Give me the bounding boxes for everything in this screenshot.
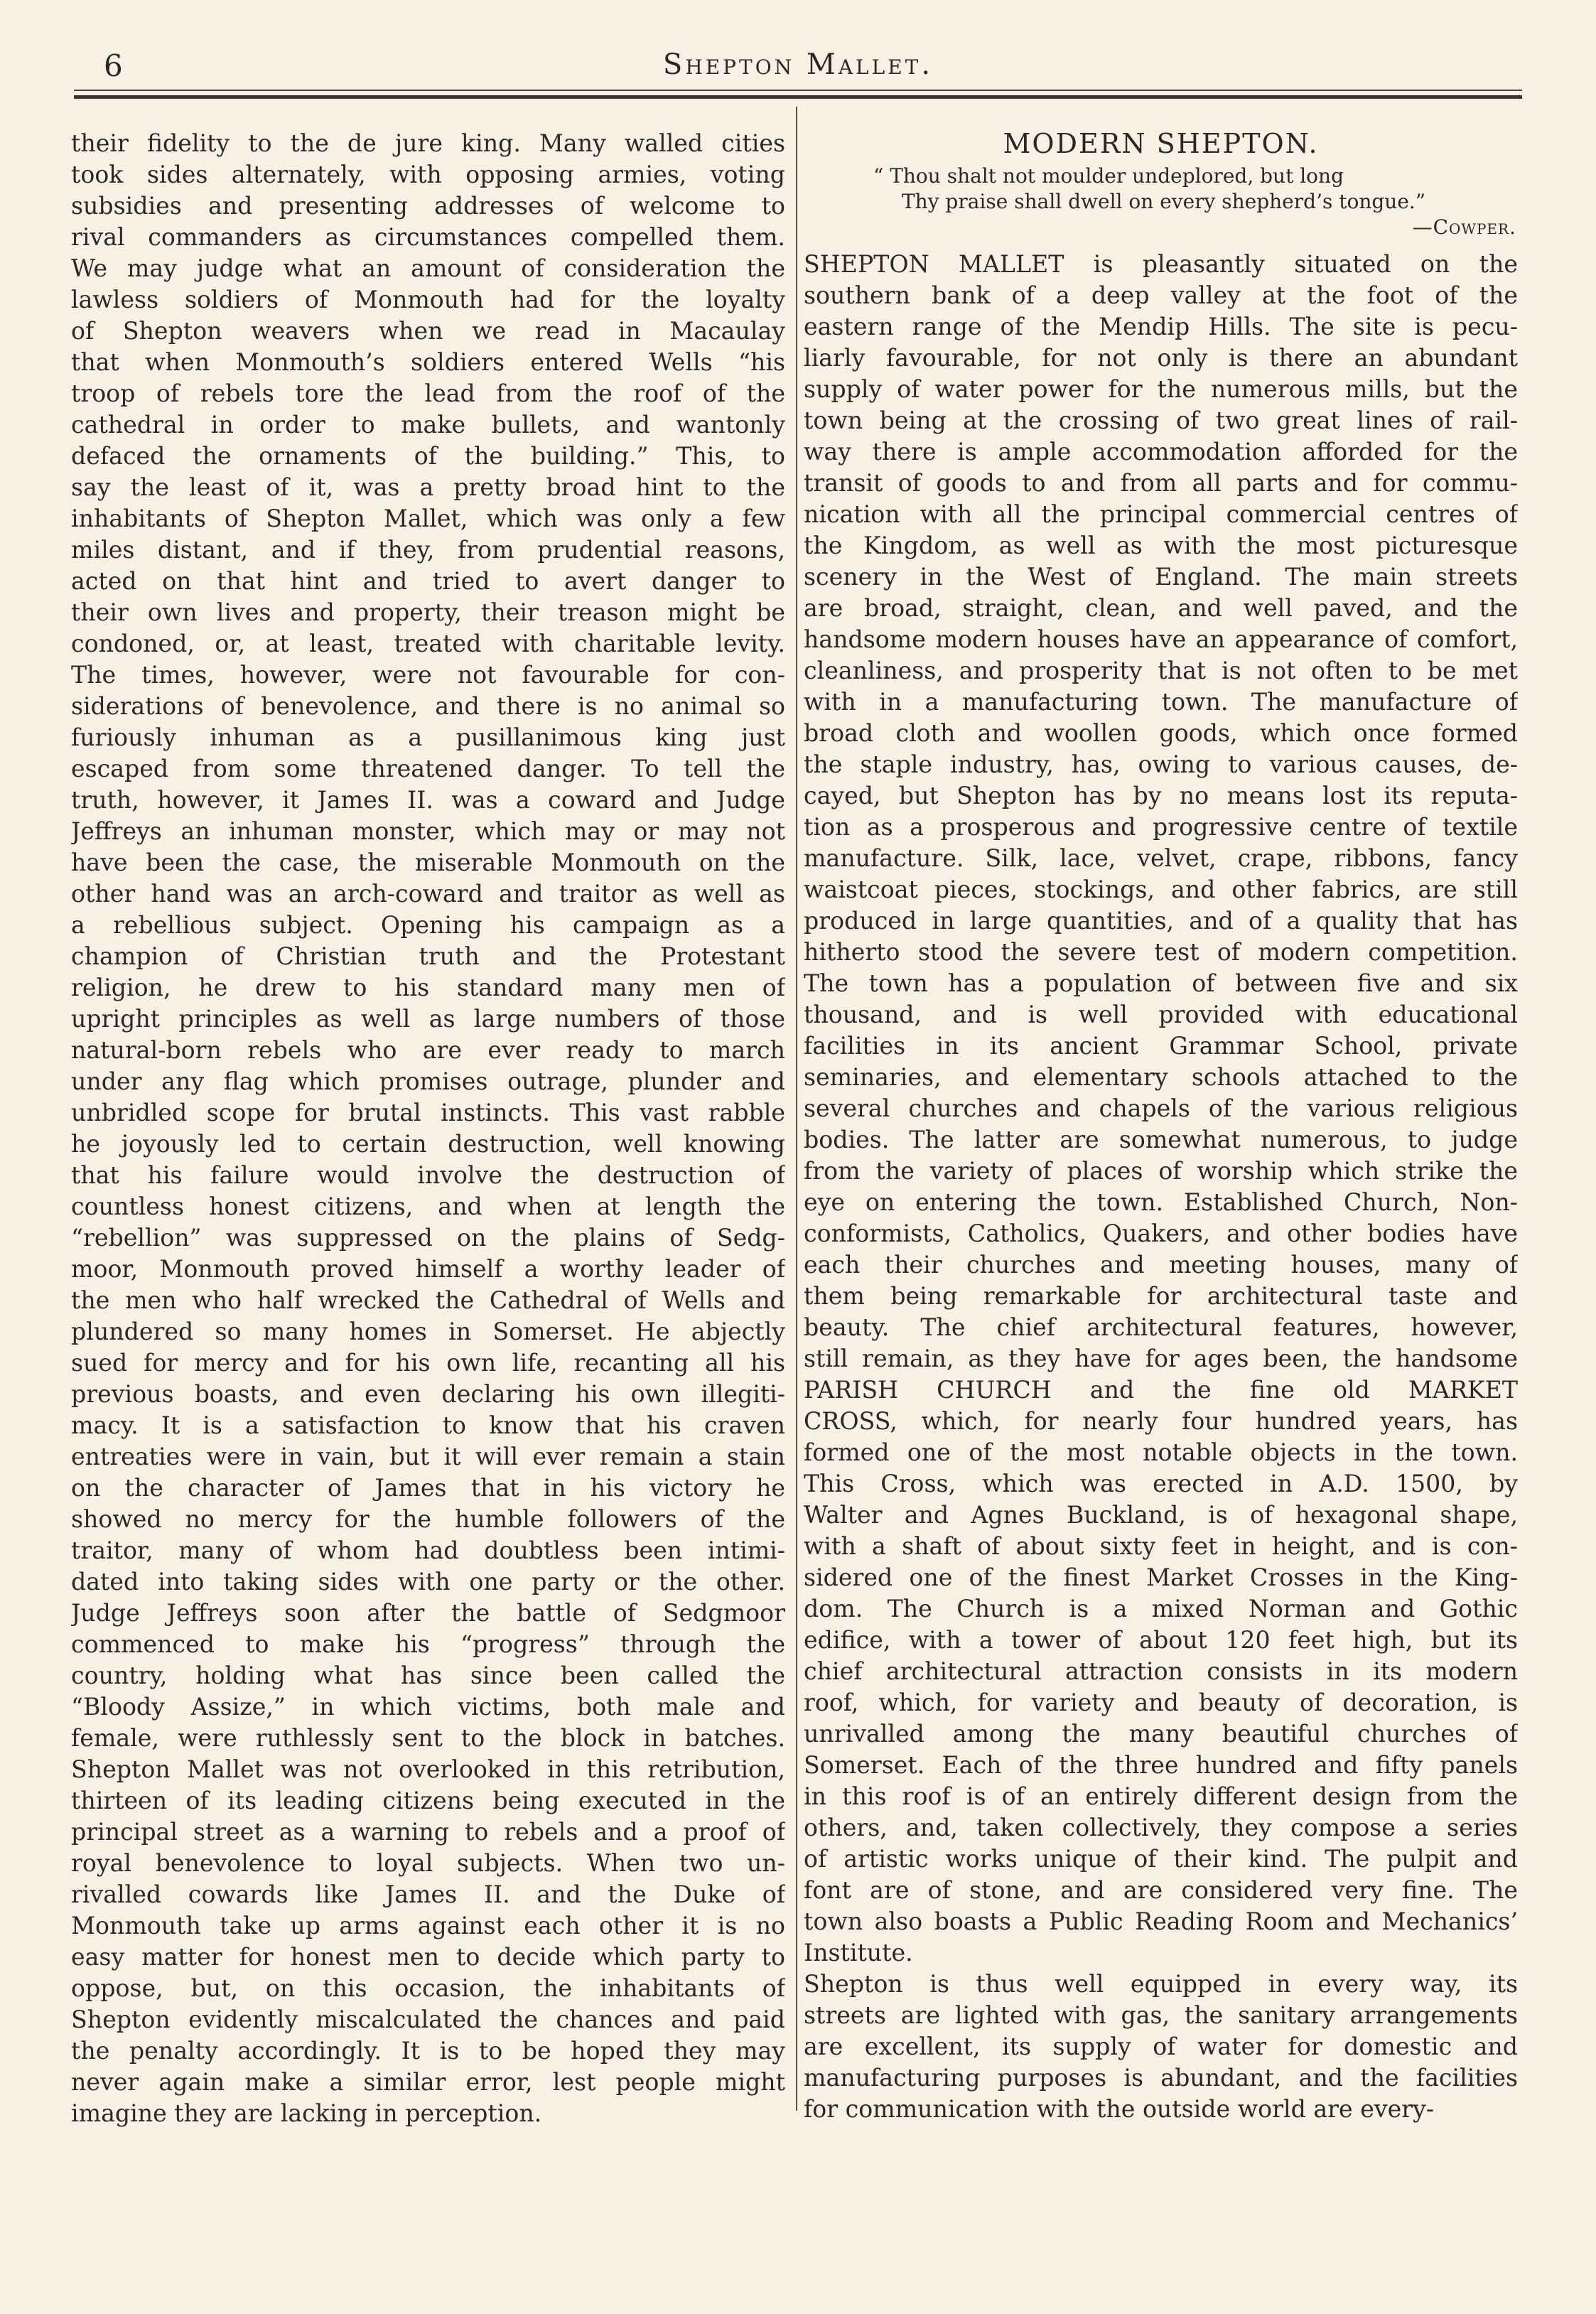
text-line: font are of stone, and are considered very fine. The — [804, 1876, 1518, 1904]
text-line: that his failure would involve the destruction of — [71, 1161, 785, 1189]
text-line: handsome modern houses have an appearance of comfort, — [804, 625, 1518, 653]
text-line: Walter and Agnes Buckland, is of hexagonal shape, — [804, 1501, 1518, 1529]
text-line: “rebellion” was suppressed on the plains of Sedg- — [71, 1224, 785, 1252]
text-line: This Cross, which was erected in A.D. 1500, by — [804, 1470, 1518, 1497]
text-line: unrivalled among the many beautiful churches of — [804, 1720, 1518, 1748]
text-line: subsidies and presenting addresses of welcome to — [71, 192, 785, 220]
text-line: escaped from some threatened danger. To tell the — [71, 755, 785, 782]
header-rule-thin — [74, 90, 1522, 91]
text-line: oppose, but, on this occasion, the inhabitants of — [71, 1974, 785, 2002]
text-line: entreaties were in vain, but it will ever remain a stain — [71, 1443, 785, 1470]
text-line: the staple industry, has, owing to various causes, de- — [804, 750, 1518, 778]
text-line: cleanliness, and prosperity that is not often to be met — [804, 657, 1518, 684]
text-line: the men who half wrecked the Cathedral of Wells and — [71, 1286, 785, 1314]
text-line: broad cloth and woollen goods, which once formed — [804, 719, 1518, 747]
text-line: for communication with the outside world are every- — [804, 2095, 1435, 2123]
text-line: plundered so many homes in Somerset. He abjectly — [71, 1318, 785, 1345]
text-line: under any flag which promises outrage, plunder and — [71, 1067, 785, 1095]
text-line: SHEPTON MALLET is pleasantly situated on the — [804, 250, 1518, 278]
text-line: moor, Monmouth proved himself a worthy leader of — [71, 1255, 785, 1283]
text-line: acted on that hint and tried to avert danger to — [71, 567, 785, 595]
text-line: natural-born rebels who are ever ready to march — [71, 1036, 785, 1064]
text-line: edifice, with a tower of about 120 feet high, but its — [804, 1626, 1518, 1654]
text-line: southern bank of a deep valley at the foot of the — [804, 281, 1518, 309]
text-line: beauty. The chief architectural features, however, — [804, 1313, 1518, 1341]
text-line: Shepton evidently miscalculated the chances and paid — [71, 2006, 785, 2033]
text-line: facilities in its ancient Grammar School, private — [804, 1032, 1518, 1060]
text-line: roof, which, for variety and beauty of decoration, is — [804, 1689, 1518, 1716]
text-line: still remain, as they have for ages been, the handsome — [804, 1345, 1518, 1372]
text-line: in this roof is of an entirely different design from the — [804, 1782, 1518, 1810]
text-line: that when Monmouth’s soldiers entered Wells “his — [71, 348, 785, 376]
text-line: troop of rebels tore the lead from the roof of the — [71, 380, 785, 407]
text-line: have been the case, the miserable Monmouth on the — [71, 849, 785, 876]
text-line: showed no mercy for the humble followers of the — [71, 1505, 785, 1533]
text-line: imagine they are lacking in perception. — [71, 2099, 542, 2127]
epigraph-attribution: —Cowper. — [1412, 215, 1516, 239]
text-line: thousand, and is well provided with educational — [804, 1001, 1518, 1028]
text-line: eastern range of the Mendip Hills. The site is pecu- — [804, 313, 1518, 340]
text-line: Monmouth take up arms against each other it is no — [71, 1912, 785, 1939]
text-line: from the variety of places of worship which strike the — [804, 1157, 1518, 1185]
text-line: hitherto stood the severe test of modern competition. — [804, 938, 1518, 966]
text-line: manufacturing purposes is abundant, and the facilities — [804, 2064, 1518, 2092]
text-line: We may judge what an amount of consideration the — [71, 254, 785, 282]
text-line: defaced the ornaments of the building.” This, to — [71, 442, 785, 470]
text-line: principal street as a warning to rebels and a proof of — [71, 1818, 785, 1846]
left-column — [71, 128, 785, 2129]
text-line: condoned, or, at least, treated with charitable levity. — [71, 630, 785, 657]
text-line: countless honest citizens, and when at length the — [71, 1193, 785, 1220]
text-line: transit of goods to and from all parts and for commu- — [804, 469, 1518, 497]
text-line: sidered one of the finest Market Crosses in the King- — [804, 1564, 1518, 1591]
text-line: truth, however, it James II. was a coward and Judge — [71, 786, 785, 814]
text-line: easy matter for honest men to decide which party to — [71, 1943, 785, 1971]
text-line: the penalty accordingly. It is to be hoped they may — [71, 2037, 785, 2065]
text-line: rival commanders as circumstances compelled them. — [71, 223, 785, 251]
text-line: of Shepton weavers when we read in Macaulay — [71, 317, 785, 345]
text-line: a rebellious subject. Opening his campaign as a — [71, 911, 785, 939]
text-line: commenced to make his “progress” through the — [71, 1630, 785, 1658]
text-line: supply of water power for the numerous mills, but the — [804, 375, 1518, 403]
text-line: several churches and chapels of the various religious — [804, 1094, 1518, 1122]
text-line: them being remarkable for architectural taste and — [804, 1282, 1518, 1310]
text-line: sued for mercy and for his own life, recanting all his — [71, 1349, 785, 1377]
text-line: cathedral in order to make bullets, and wantonly — [71, 411, 785, 438]
text-line: Shepton Mallet was not overlooked in this retribution, — [71, 1755, 785, 1783]
text-line: traitor, many of whom had doubtless been intimi- — [71, 1537, 785, 1564]
text-line: waistcoat pieces, stockings, and other fabrics, are still — [804, 876, 1518, 903]
text-line: are broad, straight, clean, and well paved, and the — [804, 594, 1518, 622]
text-line: liarly favourable, for not only is there an abundant — [804, 344, 1518, 372]
text-line: with in a manufacturing town. The manufacture of — [804, 688, 1518, 716]
right-column — [804, 128, 1518, 2125]
text-line: the Kingdom, as well as with the most picturesque — [804, 532, 1518, 559]
text-line: Somerset. Each of the three hundred and fifty panels — [804, 1751, 1518, 1779]
right-column-body — [804, 249, 1518, 2125]
text-line: manufacture. Silk, lace, velvet, crape, ribbons, fancy — [804, 844, 1518, 872]
text-line: CROSS, which, for nearly four hundred years, has — [804, 1407, 1518, 1435]
text-line: miles distant, and if they, from prudential reasons, — [71, 536, 785, 564]
text-line: never again make a similar error, lest people might — [71, 2068, 785, 2096]
text-line: streets are lighted with gas, the sanitary arrangements — [804, 2001, 1518, 2029]
text-line: “Bloody Assize,” in which victims, both male and — [71, 1693, 785, 1721]
text-line: Institute. — [804, 1939, 913, 1966]
text-line: Shepton is thus well equipped in every way, its — [804, 1970, 1518, 1998]
page-header — [74, 41, 1522, 84]
epigraph-line: “ Thou shalt not moulder undeplored, but long — [873, 164, 1344, 188]
text-line: of artistic works unique of their kind. The pulpit and — [804, 1845, 1518, 1873]
text-line: dom. The Church is a mixed Norman and Gothic — [804, 1595, 1518, 1623]
text-line: dated into taking sides with one party or the other. — [71, 1568, 785, 1595]
text-line: female, were ruthlessly sent to the block in batches. — [71, 1724, 785, 1752]
epigraph-line: Thy praise shall dwell on every shepherd’s tongue.” — [902, 190, 1426, 213]
text-line: others, and, taken collectively, they compose a series — [804, 1814, 1518, 1841]
text-line: are excellent, its supply of water for domestic and — [804, 2033, 1518, 2060]
text-line: tion as a prosperous and progressive centre of textile — [804, 813, 1518, 841]
column-divider — [796, 107, 797, 2111]
text-line: their own lives and property, their treason might be — [71, 598, 785, 626]
header-rule-thick — [74, 95, 1522, 99]
page-number: 6 — [104, 48, 123, 83]
text-line: The times, however, were not favourable for con- — [71, 661, 785, 689]
text-line: produced in large quantities, and of a quality that has — [804, 907, 1518, 935]
running-title: Shepton Mallet. — [662, 48, 934, 81]
text-line: siderations of benevolence, and there is no animal so — [71, 692, 785, 720]
text-line: unbridled scope for brutal instincts. This vast rabble — [71, 1099, 785, 1126]
text-line: PARISH CHURCH and the fine old MARKET — [804, 1376, 1518, 1404]
text-line: previous boasts, and even declaring his own illegiti- — [71, 1380, 785, 1408]
text-line: took sides alternately, with opposing armies, voting — [71, 161, 785, 188]
text-line: nication with all the principal commercial centres of — [804, 500, 1518, 528]
text-line: country, holding what has since been called the — [71, 1662, 785, 1689]
text-line: rivalled cowards like James II. and the Duke of — [71, 1880, 785, 1908]
text-line: religion, he drew to his standard many men of — [71, 974, 785, 1001]
text-line: eye on entering the town. Established Church, Non- — [804, 1188, 1518, 1216]
text-line: scenery in the West of England. The main streets — [804, 563, 1518, 591]
text-line: The town has a population of between five and six — [804, 969, 1518, 997]
text-line: town also boasts a Public Reading Room and Mechanics’ — [804, 1907, 1518, 1935]
text-line: each their churches and meeting houses, many of — [804, 1251, 1518, 1279]
epigraph — [804, 163, 1518, 240]
text-line: macy. It is a satisfaction to know that his craven — [71, 1411, 785, 1439]
text-line: other hand was an arch-coward and traitor as well as — [71, 880, 785, 908]
section-heading: MODERN SHEPTON. — [1003, 128, 1319, 159]
text-line: Jeffreys an inhuman monster, which may or may not — [71, 817, 785, 845]
text-line: their fidelity to the de jure king. Many walled cities — [71, 129, 785, 157]
text-line: inhabitants of Shepton Mallet, which was only a few — [71, 505, 785, 532]
text-line: town being at the crossing of two great lines of rail- — [804, 407, 1518, 434]
text-line: formed one of the most notable objects in the town. — [804, 1438, 1518, 1466]
text-line: furiously inhuman as a pusillanimous king just — [71, 723, 785, 751]
text-line: lawless soldiers of Monmouth had for the loyalty — [71, 286, 785, 313]
text-line: upright principles as well as large numbers of those — [71, 1005, 785, 1033]
text-line: champion of Christian truth and the Protestant — [71, 942, 785, 970]
text-line: on the character of James that in his victory he — [71, 1474, 785, 1502]
text-line: say the least of it, was a pretty broad hint to the — [71, 473, 785, 501]
text-line: Judge Jeffreys soon after the battle of Sedgmoor — [71, 1599, 785, 1627]
text-line: bodies. The latter are somewhat numerous, to judge — [804, 1126, 1518, 1153]
text-line: way there is ample accommodation afforded for the — [804, 438, 1518, 466]
text-line: conformists, Catholics, Quakers, and other bodies have — [804, 1220, 1518, 1247]
text-line: cayed, but Shepton has by no means lost its reputa- — [804, 782, 1518, 809]
text-line: with a shaft of about sixty feet in height, and is con- — [804, 1532, 1518, 1560]
text-line: royal benevolence to loyal subjects. When two un- — [71, 1849, 785, 1877]
text-line: he joyously led to certain destruction, well knowing — [71, 1130, 785, 1158]
text-line: chief architectural attraction consists in its modern — [804, 1657, 1518, 1685]
text-line: thirteen of its leading citizens being executed in the — [71, 1787, 785, 1814]
text-line: seminaries, and elementary schools attached to the — [804, 1063, 1518, 1091]
